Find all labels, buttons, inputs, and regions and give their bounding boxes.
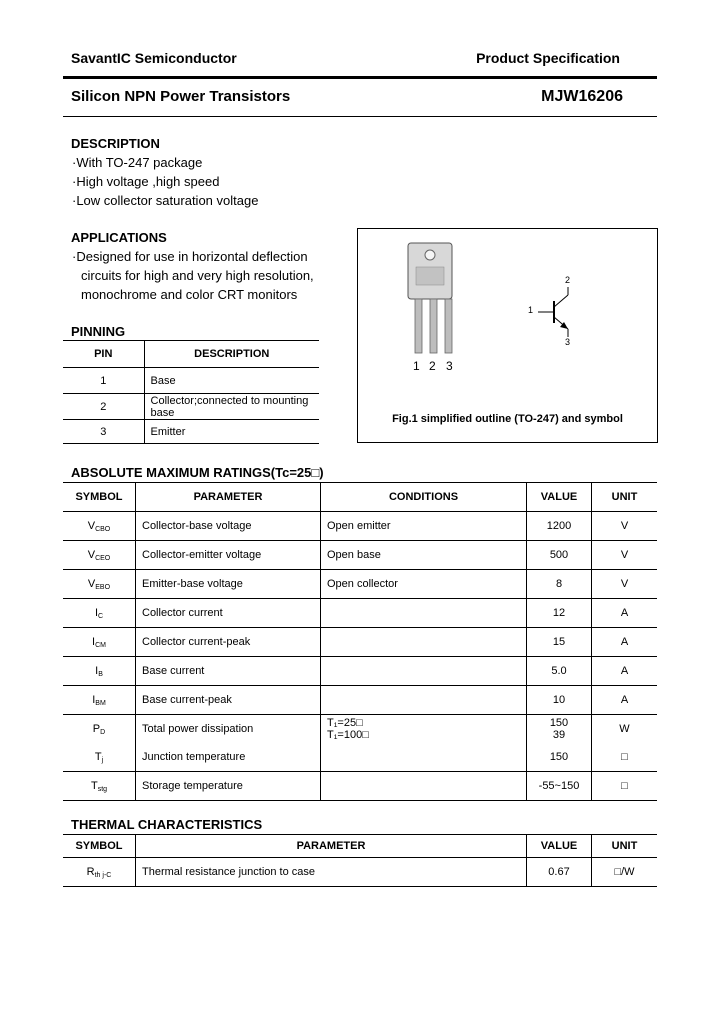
table-row (63, 772, 657, 801)
table-row (63, 858, 657, 887)
figure-caption: Fig.1 simplified outline (TO-247) and symbol (392, 413, 623, 425)
conditions-cell: T₁=25□ T₁=100□ (321, 715, 527, 744)
title-divider (63, 116, 657, 117)
pinning-table (63, 340, 319, 444)
symbol-emitter-label: 3 (565, 337, 571, 347)
symbol-cell: Tstg (63, 772, 136, 801)
conditions-cell (321, 628, 527, 657)
value-cell: 150 (527, 743, 592, 772)
unit-cell: A (592, 657, 658, 686)
table-row (63, 368, 319, 394)
conditions-column-header: CONDITIONS (321, 483, 527, 512)
pin-number: 2 (63, 394, 144, 420)
symbol-cell: VCBO (63, 512, 136, 541)
part-number: MJW16206 (541, 88, 623, 105)
ratings-table (63, 482, 657, 801)
pin-description: Collector;connected to mounting base (144, 394, 319, 420)
conditions-cell: Open base (321, 541, 527, 570)
parameter-cell: Collector current (136, 599, 321, 628)
pinning-header-row (63, 341, 319, 368)
pin-description: Emitter (144, 420, 319, 444)
thermal-table (63, 834, 657, 887)
table-row (63, 512, 657, 541)
unit-cell: A (592, 599, 658, 628)
symbol-cell: VCEO (63, 541, 136, 570)
parameter-column-header: PARAMETER (136, 483, 321, 512)
parameter-cell: Total power dissipation (136, 715, 321, 744)
value-cell: 500 (527, 541, 592, 570)
symbol-column-header: SYMBOL (63, 483, 136, 512)
conditions-cell (321, 599, 527, 628)
parameter-cell: Junction temperature (136, 743, 321, 772)
value-cell: 10 (527, 686, 592, 715)
symbol-cell: Tj (63, 743, 136, 772)
unit-cell: V (592, 512, 658, 541)
company-name: SavantIC Semiconductor (71, 50, 237, 66)
pin-number: 1 (63, 368, 144, 394)
symbol-column-header: SYMBOL (63, 835, 136, 858)
table-row (63, 686, 657, 715)
table-row (63, 420, 319, 444)
symbol-cell: ICM (63, 628, 136, 657)
table-row (63, 599, 657, 628)
unit-cell: V (592, 541, 658, 570)
pin-description: Base (144, 368, 319, 394)
table-row (63, 743, 657, 772)
pin-label: 2 (429, 359, 436, 373)
value-cell: 15 (527, 628, 592, 657)
pin-column-header: PIN (63, 341, 144, 368)
parameter-cell: Base current-peak (136, 686, 321, 715)
symbol-cell: IB (63, 657, 136, 686)
table-row (63, 628, 657, 657)
table-row (63, 657, 657, 686)
symbol-cell: PD (63, 715, 136, 744)
parameter-cell: Base current (136, 657, 321, 686)
parameter-cell: Emitter-base voltage (136, 570, 321, 599)
value-cell: 12 (527, 599, 592, 628)
value-cell: 0.67 (527, 858, 592, 887)
ratings-heading: ABSOLUTE MAXIMUM RATINGS(Tc=25□) (71, 465, 324, 480)
table-row (63, 394, 319, 420)
value-cell: 1200 (527, 512, 592, 541)
package-outline-drawing (358, 229, 657, 409)
parameter-cell: Collector-base voltage (136, 512, 321, 541)
unit-cell: A (592, 686, 658, 715)
thermal-header-row (63, 835, 657, 858)
conditions-cell (321, 772, 527, 801)
table-row (63, 570, 657, 599)
figure-box (357, 228, 658, 443)
description-item: ·High voltage ,high speed (72, 174, 220, 189)
table-row (63, 715, 657, 744)
parameter-cell: Storage temperature (136, 772, 321, 801)
parameter-cell: Collector current-peak (136, 628, 321, 657)
table-row (63, 541, 657, 570)
unit-cell: □ (592, 772, 658, 801)
unit-cell: V (592, 570, 658, 599)
spec-label: Product Specification (476, 50, 620, 66)
ratings-header-row (63, 483, 657, 512)
unit-cell: A (592, 628, 658, 657)
unit-cell: □ (592, 743, 658, 772)
pin-label: 1 (413, 359, 420, 373)
pinning-heading: PINNING (71, 324, 126, 339)
description-heading: DESCRIPTION (71, 136, 160, 151)
conditions-cell (321, 743, 527, 772)
product-line-title: Silicon NPN Power Transistors (71, 88, 291, 105)
symbol-cell: IC (63, 599, 136, 628)
symbol-cell: VEBO (63, 570, 136, 599)
conditions-cell (321, 686, 527, 715)
pin-label: 3 (446, 359, 453, 373)
value-cell: 5.0 (527, 657, 592, 686)
description-item: ·Low collector saturation voltage (72, 193, 259, 208)
value-cell: -55~150 (527, 772, 592, 801)
symbol-collector-label: 2 (565, 275, 571, 285)
pin-number: 3 (63, 420, 144, 444)
description-item: ·With TO-247 package (72, 155, 203, 170)
parameter-column-header: PARAMETER (136, 835, 527, 858)
unit-cell: □/W (592, 858, 658, 887)
applications-line: monochrome and color CRT monitors (81, 287, 298, 302)
applications-heading: APPLICATIONS (71, 230, 167, 245)
parameter-cell: Collector-emitter voltage (136, 541, 321, 570)
unit-cell: W (619, 723, 630, 735)
parameter-cell: Thermal resistance junction to case (136, 858, 527, 887)
symbol-cell: IBM (63, 686, 136, 715)
applications-line: ·Designed for use in horizontal deflection (72, 249, 308, 264)
applications-line: circuits for high and very high resolution, (81, 268, 314, 283)
conditions-cell (321, 657, 527, 686)
description-column-header: DESCRIPTION (144, 341, 319, 368)
conditions-cell: Open collector (321, 570, 527, 599)
value-column-header: VALUE (527, 835, 592, 858)
thermal-heading: THERMAL CHARACTERISTICS (71, 817, 263, 832)
unit-column-header: UNIT (592, 835, 658, 858)
conditions-cell: Open emitter (321, 512, 527, 541)
value-cell: 8 (527, 570, 592, 599)
value-cell: 150 39 (527, 715, 592, 744)
symbol-base-label: 1 (528, 305, 534, 315)
symbol-cell: Rth j-C (63, 858, 136, 887)
header-divider (63, 76, 657, 79)
value-column-header: VALUE (527, 483, 592, 512)
unit-column-header: UNIT (592, 483, 658, 512)
